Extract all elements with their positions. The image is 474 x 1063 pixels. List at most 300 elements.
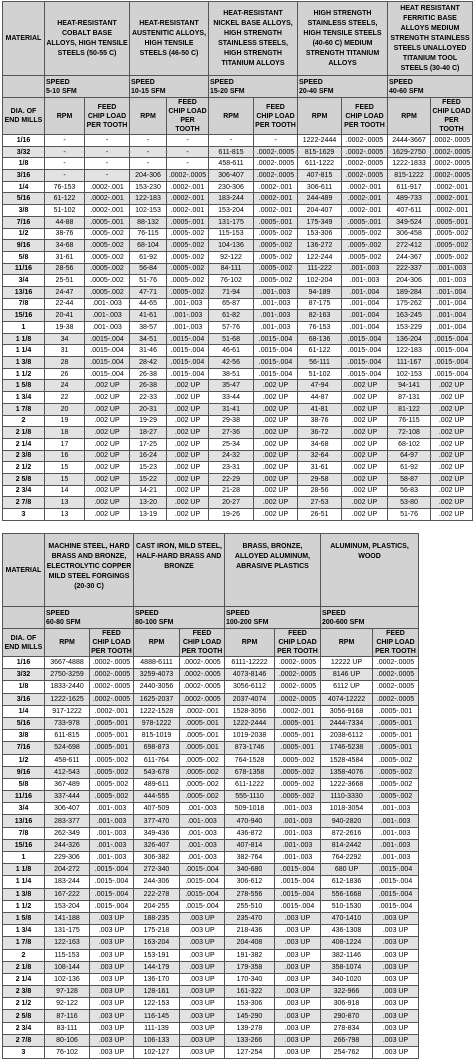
rpm-cell: 27-36	[209, 427, 254, 439]
table-row	[3, 473, 473, 485]
chip-load-cell: .001-.004	[342, 322, 388, 334]
end-mill-diameter: 1/4	[3, 181, 45, 193]
feed-header	[275, 629, 321, 657]
rpm-cell: 2750-3259	[45, 669, 90, 681]
chip-load-cell: .0005-.002	[254, 275, 298, 287]
rpm-cell: 458-611	[209, 158, 254, 170]
end-mill-diameter: 1 5/8	[3, 912, 45, 924]
table-row	[3, 170, 473, 182]
end-mill-diameter: 2	[3, 949, 45, 961]
rpm-header: RPM	[45, 98, 85, 135]
chip-load-cell: .0015-.004	[275, 888, 321, 900]
rpm-cell: 873-1746	[225, 742, 275, 754]
chip-load-cell: .0002-.0005	[90, 681, 134, 693]
rpm-cell: 509-1018	[225, 803, 275, 815]
chip-load-cell: .0002-.0005	[180, 693, 225, 705]
chip-load-cell: .0005-.001	[180, 742, 225, 754]
chip-load-cell: .002 UP	[254, 473, 298, 485]
rpm-cell: 102-136	[45, 973, 90, 985]
chip-load-cell: .0015-.004	[373, 876, 419, 888]
chip-load-cell: -	[85, 158, 130, 170]
speed-header	[225, 607, 321, 629]
end-mill-diameter: 15/16	[3, 839, 45, 851]
table-row	[3, 403, 473, 415]
chip-load-cell: .0015-.004	[180, 864, 225, 876]
rpm-cell: -	[45, 158, 85, 170]
rpm-cell: 204-407	[298, 205, 342, 217]
rpm-cell: 122-244	[298, 251, 342, 263]
chip-load-cell: .0005-.002	[373, 766, 419, 778]
rpm-cell: 153-204	[209, 205, 254, 217]
speed-header	[209, 76, 298, 98]
chip-load-cell: .0005-.002	[254, 228, 298, 240]
table-row	[3, 216, 473, 228]
chip-load-cell: .0002-.001	[85, 205, 130, 217]
table-row	[3, 485, 473, 497]
feed-header	[85, 98, 130, 135]
chip-load-cell: .001-.003	[254, 286, 298, 298]
rpm-cell: 255-510	[225, 900, 275, 912]
chip-load-cell: .0005-.001	[90, 730, 134, 742]
rpm-cell: 3056-9168	[321, 705, 373, 717]
rpm-cell: 102-153	[130, 205, 167, 217]
table-row	[3, 497, 473, 509]
rpm-cell: 161-322	[225, 986, 275, 998]
rpm-header: RPM	[45, 629, 90, 657]
end-mill-diameter: 2 1/4	[3, 973, 45, 985]
rpm-cell: 764-1528	[225, 754, 275, 766]
rpm-cell: 322-966	[321, 986, 373, 998]
rpm-cell: 204-408	[225, 937, 275, 949]
chip-load-cell: .003 UP	[90, 986, 134, 998]
rpm-cell: 31	[45, 345, 85, 357]
table-row	[3, 158, 473, 170]
chip-load-cell: .0015-.004	[254, 368, 298, 380]
rpm-cell: 436-872	[225, 827, 275, 839]
end-mill-diameter: 3/8	[3, 730, 45, 742]
chip-load-label: CHIP LOAD PER TOOTH	[86, 112, 128, 129]
rpm-cell: 13-20	[130, 497, 167, 509]
rpm-cell: 349-436	[134, 827, 180, 839]
chip-load-cell: .0005-.002	[254, 240, 298, 252]
rpm-cell: 340-1020	[321, 973, 373, 985]
rpm-cell: 436-1308	[321, 925, 373, 937]
chip-load-cell: .001-.003	[275, 815, 321, 827]
feed-header	[90, 629, 134, 657]
chip-load-cell: .001-.003	[180, 852, 225, 864]
chip-load-cell: .0002-.0005	[431, 135, 473, 147]
chip-load-cell: .001-.003	[90, 827, 134, 839]
rpm-cell: 412-543	[45, 766, 90, 778]
chip-load-cell: .002 UP	[85, 509, 130, 521]
end-mill-diameter: 2 3/8	[3, 450, 45, 462]
rpm-cell: 51-102	[45, 205, 85, 217]
table-row	[3, 310, 473, 322]
chip-load-cell: .002 UP	[254, 415, 298, 427]
rpm-cell: 83-111	[45, 1022, 90, 1034]
end-mill-diameter: 11/16	[3, 791, 45, 803]
chip-load-cell: .0005-.002	[254, 251, 298, 263]
rpm-cell: 65-87	[209, 298, 254, 310]
table-row	[3, 717, 419, 729]
end-mill-diameter: 1/16	[3, 135, 45, 147]
chip-load-cell: .001-.003	[167, 322, 209, 334]
rpm-cell: 2038-6112	[321, 730, 373, 742]
chip-load-cell: .002 UP	[254, 450, 298, 462]
chip-load-cell: .002 UP	[254, 462, 298, 474]
chip-load-cell: .002 UP	[254, 392, 298, 404]
rpm-cell: 131-175	[45, 925, 90, 937]
rpm-cell: 26-51	[298, 509, 342, 521]
chip-load-cell: .0015-.004	[373, 888, 419, 900]
chip-load-cell: .001-.003	[85, 298, 130, 310]
rpm-cell: 104-136	[209, 240, 254, 252]
chip-load-cell: .003 UP	[373, 912, 419, 924]
speed-header	[130, 76, 209, 98]
rpm-cell: 87-131	[388, 392, 431, 404]
chip-load-cell: .003 UP	[180, 998, 225, 1010]
rpm-cell: 163-245	[388, 310, 431, 322]
rpm-cell: 28-56	[298, 485, 342, 497]
chip-load-cell: .003 UP	[275, 973, 321, 985]
rpm-cell: 102-204	[298, 275, 342, 287]
end-mill-diameter: 15/16	[3, 310, 45, 322]
end-mill-diameter: 1 1/2	[3, 368, 45, 380]
speeds-feeds-table-1	[2, 1, 473, 521]
table-row	[3, 693, 419, 705]
chip-load-cell: .0002-.0005	[342, 158, 388, 170]
rpm-cell: 34-68	[45, 240, 85, 252]
rpm-cell: 4074-12222	[321, 693, 373, 705]
chip-load-cell: .003 UP	[373, 925, 419, 937]
chip-load-cell: .0005-.001	[373, 717, 419, 729]
table-row	[3, 333, 473, 345]
table-2-body	[3, 657, 419, 1059]
chip-load-label: CHIP LOAD PER TOOTH	[168, 108, 207, 133]
chip-load-cell: .0005-.002	[85, 286, 130, 298]
chip-load-cell: .003 UP	[180, 912, 225, 924]
rpm-header: RPM	[209, 98, 254, 135]
speed-label: SPEED	[46, 609, 70, 617]
rpm-cell: 56-84	[130, 263, 167, 275]
chip-load-cell: .003 UP	[90, 925, 134, 937]
table-row	[3, 669, 419, 681]
rpm-cell: 18-27	[130, 427, 167, 439]
end-mill-diameter: 1/2	[3, 228, 45, 240]
chip-load-label: CHIP LOAD PER TOOTH	[277, 639, 318, 655]
table-row	[3, 1034, 419, 1046]
chip-load-cell: .0005-.002	[275, 791, 321, 803]
end-mill-diameter: 2 1/4	[3, 438, 45, 450]
rpm-cell: 44-65	[130, 298, 167, 310]
rpm-cell: 22-29	[209, 473, 254, 485]
rpm-cell: 31-41	[209, 403, 254, 415]
chip-load-cell: .0005-.001	[180, 730, 225, 742]
rpm-cell: 244-489	[298, 193, 342, 205]
chip-load-cell: .001-.003	[275, 839, 321, 851]
table-row	[3, 462, 473, 474]
rpm-cell: -	[130, 158, 167, 170]
rpm-cell: 306-407	[209, 170, 254, 182]
rpm-cell: 1110-3330	[321, 791, 373, 803]
chip-load-cell: .0015-.004	[85, 333, 130, 345]
rpm-cell: 678-1358	[225, 766, 275, 778]
rpm-cell: 88-132	[130, 216, 167, 228]
rpm-cell: 42-56	[209, 357, 254, 369]
chip-load-cell: .002 UP	[254, 438, 298, 450]
rpm-cell: 26-38	[130, 380, 167, 392]
chip-load-cell: .002 UP	[431, 403, 473, 415]
rpm-cell: 21-28	[209, 485, 254, 497]
end-mill-diameter: 2 3/4	[3, 1022, 45, 1034]
rpm-cell: 815-1629	[298, 146, 342, 158]
chip-load-cell: .0002-.0005	[275, 669, 321, 681]
rpm-cell: 377-470	[134, 815, 180, 827]
rpm-cell: 306-612	[225, 876, 275, 888]
rpm-cell: 382-1146	[321, 949, 373, 961]
chip-load-cell: .0002-.0005	[373, 669, 419, 681]
rpm-cell: 116-145	[134, 1010, 180, 1022]
rpm-cell: 28-42	[130, 357, 167, 369]
rpm-cell: 22-33	[130, 392, 167, 404]
rpm-cell: 244-367	[388, 251, 431, 263]
chip-load-cell: .001-.004	[342, 286, 388, 298]
chip-load-cell: .0015-.004	[342, 345, 388, 357]
chip-load-cell: .003 UP	[90, 1034, 134, 1046]
rpm-cell: 175-349	[298, 216, 342, 228]
rpm-cell: 1222-1833	[388, 158, 431, 170]
chip-load-cell: .001-.003	[90, 839, 134, 851]
chip-load-cell: .002 UP	[85, 473, 130, 485]
chip-load-cell: .0005-.001	[342, 216, 388, 228]
end-mill-diameter: 3	[3, 509, 45, 521]
chip-load-cell: .003 UP	[90, 1022, 134, 1034]
rpm-cell: 92-122	[209, 251, 254, 263]
chip-load-cell: .0005-.001	[373, 742, 419, 754]
chip-load-cell: .002 UP	[85, 392, 130, 404]
end-mill-diameter: 2 1/8	[3, 427, 45, 439]
chip-load-cell: .003 UP	[373, 998, 419, 1010]
rpm-cell: 31-46	[130, 345, 167, 357]
chip-load-cell: .002 UP	[85, 380, 130, 392]
chip-load-cell: .003 UP	[373, 1047, 419, 1059]
rpm-cell: 470-940	[225, 815, 275, 827]
rpm-cell: 611-815	[209, 146, 254, 158]
chip-load-cell: .0005-.002	[90, 766, 134, 778]
end-mill-diameter: 3/4	[3, 803, 45, 815]
rpm-cell: 26-38	[130, 368, 167, 380]
rpm-cell: 16	[45, 450, 85, 462]
end-mill-diameter: 1 7/8	[3, 937, 45, 949]
table-row	[3, 705, 419, 717]
end-mill-diameter: 1 1/8	[3, 864, 45, 876]
dia-header: DIA. OF END MILLS	[3, 98, 45, 135]
table-row	[3, 912, 419, 924]
chip-load-cell: .001-.004	[431, 310, 473, 322]
chip-load-cell: .002 UP	[85, 415, 130, 427]
rpm-cell: 183-244	[45, 876, 90, 888]
chip-load-cell: .003 UP	[275, 961, 321, 973]
rpm-cell: 612-1836	[321, 876, 373, 888]
rpm-cell: 230-306	[209, 181, 254, 193]
chip-load-cell: .001-.003	[254, 298, 298, 310]
rpm-cell: 61-82	[209, 310, 254, 322]
end-mill-diameter: 1 3/8	[3, 888, 45, 900]
rpm-cell: 510-1530	[321, 900, 373, 912]
rpm-cell: 22-44	[45, 298, 85, 310]
chip-load-cell: .001-.004	[342, 298, 388, 310]
rpm-cell: 1018-3054	[321, 803, 373, 815]
rpm-cell: 1746-5238	[321, 742, 373, 754]
sfm-range: 200-600 SFM	[322, 618, 365, 626]
rpm-cell: 3056-6112	[225, 681, 275, 693]
chip-load-cell: .0002-.0005	[90, 657, 134, 669]
chip-load-cell: .002 UP	[342, 380, 388, 392]
rpm-cell: -	[45, 146, 85, 158]
chip-load-cell: .003 UP	[275, 912, 321, 924]
group-header: ALUMINUM, PLASTICS, WOOD	[321, 534, 419, 607]
chip-load-cell: .0005-.002	[167, 251, 209, 263]
chip-load-label: CHIP LOAD PER TOOTH	[432, 108, 471, 133]
chip-load-cell: .0015-.004	[180, 900, 225, 912]
rpm-cell: 13	[45, 509, 85, 521]
rpm-cell: 94-189	[298, 286, 342, 298]
rpm-cell: 1833-2440	[45, 681, 90, 693]
rpm-cell: 19-29	[130, 415, 167, 427]
table-row	[3, 888, 419, 900]
rpm-cell: 38-57	[130, 322, 167, 334]
chip-load-cell: .002 UP	[254, 403, 298, 415]
rpm-cell: -	[130, 135, 167, 147]
chip-load-cell: .0005-.002	[90, 754, 134, 766]
chip-load-cell: .002 UP	[85, 403, 130, 415]
rpm-cell: 278-556	[225, 888, 275, 900]
feed-label: FEED	[288, 630, 307, 637]
chip-load-cell: .002 UP	[254, 497, 298, 509]
end-mill-diameter: 1/16	[3, 657, 45, 669]
rpm-cell: 133-266	[225, 1034, 275, 1046]
chip-load-cell: -	[85, 170, 130, 182]
rpm-cell: 108-144	[45, 961, 90, 973]
rpm-cell: 1528-4584	[321, 754, 373, 766]
chip-load-cell: .0002-.001	[275, 705, 321, 717]
chip-load-cell: .0005-.001	[431, 216, 473, 228]
rpm-cell: 1629-2750	[388, 146, 431, 158]
chip-load-cell: .0002-.0005	[275, 681, 321, 693]
rpm-cell: 1222-2444	[298, 135, 342, 147]
chip-load-cell: .002 UP	[167, 485, 209, 497]
chip-load-cell: .0005-.001	[180, 717, 225, 729]
rpm-cell: 26	[45, 368, 85, 380]
rpm-cell: 2440-3056	[134, 681, 180, 693]
rpm-cell: 136-204	[388, 333, 431, 345]
rpm-cell: 191-382	[225, 949, 275, 961]
rpm-cell: 367-489	[45, 778, 90, 790]
rpm-cell: 56-111	[298, 357, 342, 369]
chip-load-cell: .002 UP	[167, 509, 209, 521]
chip-load-cell: .0005-.001	[275, 730, 321, 742]
rpm-header: RPM	[134, 629, 180, 657]
chip-load-cell: .001-.003	[373, 827, 419, 839]
chip-load-label: CHIP LOAD PER TOOTH	[344, 112, 385, 129]
chip-load-cell: .0015-.004	[167, 333, 209, 345]
rpm-cell: 24	[45, 380, 85, 392]
table-row	[3, 852, 419, 864]
feed-label: FEED	[386, 630, 405, 637]
end-mill-diameter: 2 3/4	[3, 485, 45, 497]
material-header: MATERIAL	[3, 2, 45, 76]
chip-load-cell: .003 UP	[180, 1022, 225, 1034]
chip-load-cell: .002 UP	[85, 497, 130, 509]
group-header: CAST IRON, MILD STEEL, HALF-HARD BRASS AND BRONZE	[134, 534, 225, 607]
rpm-cell: 44-87	[298, 392, 342, 404]
chip-load-cell: .003 UP	[373, 973, 419, 985]
rpm-cell: 71-94	[209, 286, 254, 298]
chip-load-cell: .0002-.001	[167, 205, 209, 217]
rpm-cell: 407-815	[298, 170, 342, 182]
chip-load-cell: .0005-.002	[431, 240, 473, 252]
chip-load-cell: .0005-.002	[275, 754, 321, 766]
chip-load-cell: .002 UP	[431, 473, 473, 485]
chip-load-cell: .002 UP	[167, 438, 209, 450]
chip-load-cell: .0015-.004	[85, 357, 130, 369]
chip-load-cell: .003 UP	[275, 937, 321, 949]
feed-header	[254, 98, 298, 135]
rpm-header: RPM	[298, 98, 342, 135]
rpm-cell: 170-340	[225, 973, 275, 985]
table-row	[3, 263, 473, 275]
feed-header	[180, 629, 225, 657]
blank-header-cell	[3, 76, 45, 98]
chip-load-cell: .0005-.002	[85, 275, 130, 287]
end-mill-diameter: 1 1/2	[3, 900, 45, 912]
chip-load-cell: .002 UP	[431, 438, 473, 450]
chip-load-cell: .001-.003	[167, 310, 209, 322]
chip-load-cell: .0015-.004	[275, 900, 321, 912]
chip-load-cell: .0015-.004	[90, 864, 134, 876]
feed-header	[373, 629, 419, 657]
group-header: HEAT-RESISTANT COBALT BASE ALLOYS, HIGH TENSILE STEELS (50-55 C)	[45, 2, 130, 76]
chip-load-cell: .0002-.001	[342, 193, 388, 205]
rpm-cell: 33-44	[209, 392, 254, 404]
rpm-cell: 25-51	[45, 275, 85, 287]
chip-load-cell: .0002-.001	[90, 705, 134, 717]
chip-load-cell: .001-.003	[342, 275, 388, 287]
rpm-cell: 815-1222	[388, 170, 431, 182]
rpm-cell: 153-306	[225, 998, 275, 1010]
chip-load-cell: .003 UP	[275, 986, 321, 998]
rpm-cell: 136-272	[298, 240, 342, 252]
chip-load-cell: .0005-.001	[275, 742, 321, 754]
rpm-cell: 18	[45, 427, 85, 439]
table-row	[3, 427, 473, 439]
rpm-cell: 407-611	[388, 205, 431, 217]
end-mill-diameter: 13/16	[3, 286, 45, 298]
chip-load-cell: .002 UP	[254, 427, 298, 439]
rpm-cell: 489-611	[134, 778, 180, 790]
chip-load-cell: .0015-.004	[431, 368, 473, 380]
chip-load-cell: .001-.003	[431, 275, 473, 287]
end-mill-diameter: 2 7/8	[3, 497, 45, 509]
rpm-cell: 358-1074	[321, 961, 373, 973]
end-mill-diameter: 3/8	[3, 205, 45, 217]
speed-header	[45, 607, 134, 629]
chip-load-cell: .0002-.001	[85, 193, 130, 205]
feed-label: FEED	[266, 103, 285, 111]
chip-load-cell: .0002-.001	[167, 181, 209, 193]
chip-load-cell: .0002-.0005	[167, 170, 209, 182]
rpm-cell: 145-290	[225, 1010, 275, 1022]
